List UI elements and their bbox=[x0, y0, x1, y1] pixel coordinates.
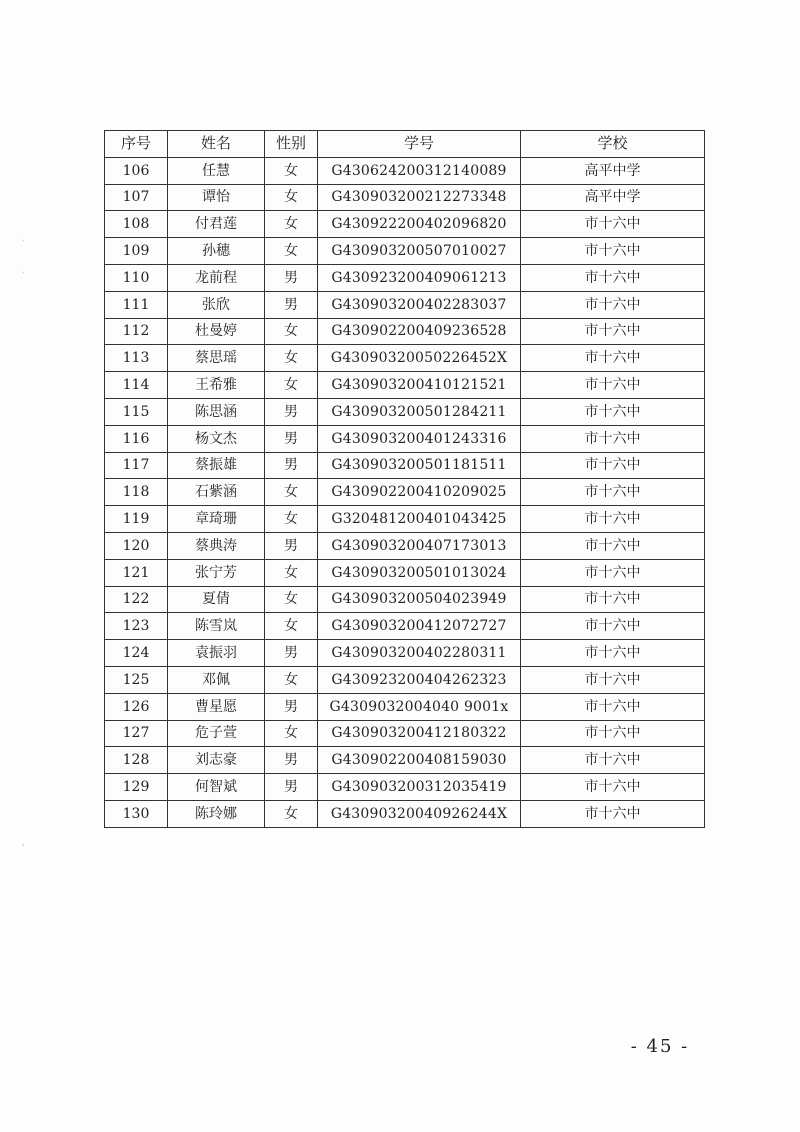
cell-seq: 127 bbox=[105, 720, 168, 747]
cell-seq: 129 bbox=[105, 774, 168, 801]
cell-seq: 107 bbox=[105, 184, 168, 211]
table-row bbox=[105, 184, 705, 211]
cell-student-id: G430903200410121521 bbox=[318, 372, 521, 399]
table-row bbox=[105, 398, 705, 425]
cell-school: 市十六中 bbox=[521, 666, 705, 693]
cell-student-id: G430902200409236528 bbox=[318, 318, 521, 345]
cell-student-id: G430903200412072727 bbox=[318, 613, 521, 640]
cell-seq: 121 bbox=[105, 559, 168, 586]
cell-seq: 125 bbox=[105, 666, 168, 693]
cell-student-id: G430903200312035419 bbox=[318, 774, 521, 801]
cell-name: 杨文杰 bbox=[168, 425, 265, 452]
cell-gender: 男 bbox=[265, 693, 318, 720]
table-row bbox=[105, 479, 705, 506]
cell-gender: 女 bbox=[265, 372, 318, 399]
cell-gender: 女 bbox=[265, 720, 318, 747]
cell-school: 市十六中 bbox=[521, 800, 705, 827]
cell-seq: 126 bbox=[105, 693, 168, 720]
cell-gender: 男 bbox=[265, 532, 318, 559]
cell-name: 谭怡 bbox=[168, 184, 265, 211]
cell-seq: 128 bbox=[105, 747, 168, 774]
scan-speck: ˌ bbox=[22, 838, 25, 847]
header-name: 姓名 bbox=[168, 131, 265, 158]
cell-gender: 男 bbox=[265, 452, 318, 479]
cell-name: 杜曼婷 bbox=[168, 318, 265, 345]
cell-gender: 男 bbox=[265, 291, 318, 318]
table-row bbox=[105, 425, 705, 452]
table-row bbox=[105, 238, 705, 265]
cell-school: 市十六中 bbox=[521, 613, 705, 640]
cell-seq: 122 bbox=[105, 586, 168, 613]
cell-seq: 113 bbox=[105, 345, 168, 372]
cell-student-id: G430903200501181511 bbox=[318, 452, 521, 479]
cell-student-id: G430903200412180322 bbox=[318, 720, 521, 747]
table-row bbox=[105, 693, 705, 720]
cell-name: 危子萱 bbox=[168, 720, 265, 747]
cell-name: 龙前程 bbox=[168, 264, 265, 291]
cell-school: 高平中学 bbox=[521, 157, 705, 184]
cell-student-id: G430903200507010027 bbox=[318, 238, 521, 265]
scan-speck: ˎ bbox=[22, 232, 25, 241]
cell-gender: 女 bbox=[265, 345, 318, 372]
cell-student-id: G430903200501284211 bbox=[318, 398, 521, 425]
cell-gender: 男 bbox=[265, 425, 318, 452]
cell-school: 市十六中 bbox=[521, 425, 705, 452]
cell-gender: 女 bbox=[265, 506, 318, 533]
cell-seq: 124 bbox=[105, 640, 168, 667]
header-gender: 性别 bbox=[265, 131, 318, 158]
cell-school: 市十六中 bbox=[521, 264, 705, 291]
header-school: 学校 bbox=[521, 131, 705, 158]
cell-name: 任慧 bbox=[168, 157, 265, 184]
table-row bbox=[105, 586, 705, 613]
cell-student-id: G430923200404262323 bbox=[318, 666, 521, 693]
cell-seq: 123 bbox=[105, 613, 168, 640]
cell-student-id: G43090320040926244X bbox=[318, 800, 521, 827]
cell-gender: 女 bbox=[265, 184, 318, 211]
cell-gender: 女 bbox=[265, 211, 318, 238]
cell-student-id: G320481200401043425 bbox=[318, 506, 521, 533]
table-row bbox=[105, 506, 705, 533]
cell-name: 陈雪岚 bbox=[168, 613, 265, 640]
cell-gender: 女 bbox=[265, 666, 318, 693]
cell-name: 蔡典涛 bbox=[168, 532, 265, 559]
cell-student-id: G430902200408159030 bbox=[318, 747, 521, 774]
cell-gender: 女 bbox=[265, 586, 318, 613]
cell-school: 市十六中 bbox=[521, 506, 705, 533]
cell-name: 蔡思瑶 bbox=[168, 345, 265, 372]
cell-gender: 女 bbox=[265, 559, 318, 586]
cell-seq: 120 bbox=[105, 532, 168, 559]
cell-seq: 118 bbox=[105, 479, 168, 506]
table-row bbox=[105, 532, 705, 559]
cell-seq: 110 bbox=[105, 264, 168, 291]
cell-student-id: G430923200409061213 bbox=[318, 264, 521, 291]
cell-school: 市十六中 bbox=[521, 372, 705, 399]
cell-name: 陈思涵 bbox=[168, 398, 265, 425]
page-number: - 45 - bbox=[630, 1036, 690, 1057]
cell-name: 王希雅 bbox=[168, 372, 265, 399]
cell-name: 石紫涵 bbox=[168, 479, 265, 506]
cell-school: 市十六中 bbox=[521, 318, 705, 345]
cell-name: 张宁芳 bbox=[168, 559, 265, 586]
table-row bbox=[105, 666, 705, 693]
cell-gender: 女 bbox=[265, 238, 318, 265]
cell-school: 市十六中 bbox=[521, 238, 705, 265]
header-row bbox=[105, 131, 705, 158]
cell-school: 市十六中 bbox=[521, 211, 705, 238]
cell-school: 高平中学 bbox=[521, 184, 705, 211]
cell-name: 袁振羽 bbox=[168, 640, 265, 667]
table-body bbox=[105, 157, 705, 827]
cell-seq: 111 bbox=[105, 291, 168, 318]
cell-name: 陈玲娜 bbox=[168, 800, 265, 827]
table-row bbox=[105, 345, 705, 372]
table-row bbox=[105, 747, 705, 774]
cell-name: 曹星愿 bbox=[168, 693, 265, 720]
cell-school: 市十六中 bbox=[521, 720, 705, 747]
cell-school: 市十六中 bbox=[521, 693, 705, 720]
cell-school: 市十六中 bbox=[521, 398, 705, 425]
cell-gender: 女 bbox=[265, 800, 318, 827]
cell-student-id: G430903200501013024 bbox=[318, 559, 521, 586]
cell-seq: 130 bbox=[105, 800, 168, 827]
cell-name: 章琦珊 bbox=[168, 506, 265, 533]
cell-school: 市十六中 bbox=[521, 747, 705, 774]
table-row bbox=[105, 211, 705, 238]
cell-school: 市十六中 bbox=[521, 479, 705, 506]
cell-school: 市十六中 bbox=[521, 774, 705, 801]
cell-seq: 117 bbox=[105, 452, 168, 479]
cell-gender: 女 bbox=[265, 613, 318, 640]
cell-seq: 119 bbox=[105, 506, 168, 533]
cell-gender: 男 bbox=[265, 747, 318, 774]
student-roster-table bbox=[104, 130, 705, 828]
cell-school: 市十六中 bbox=[521, 452, 705, 479]
table-row bbox=[105, 800, 705, 827]
cell-name: 付君莲 bbox=[168, 211, 265, 238]
cell-seq: 115 bbox=[105, 398, 168, 425]
cell-student-id: G430903200212273348 bbox=[318, 184, 521, 211]
table-row bbox=[105, 264, 705, 291]
cell-gender: 男 bbox=[265, 264, 318, 291]
cell-student-id: G430922200402096820 bbox=[318, 211, 521, 238]
cell-gender: 男 bbox=[265, 640, 318, 667]
cell-student-id: G430903200402283037 bbox=[318, 291, 521, 318]
table-row bbox=[105, 157, 705, 184]
cell-name: 张欣 bbox=[168, 291, 265, 318]
cell-school: 市十六中 bbox=[521, 640, 705, 667]
cell-student-id: G43090320050226452X bbox=[318, 345, 521, 372]
cell-name: 蔡振雄 bbox=[168, 452, 265, 479]
cell-school: 市十六中 bbox=[521, 532, 705, 559]
cell-seq: 112 bbox=[105, 318, 168, 345]
cell-student-id: G430903200402280311 bbox=[318, 640, 521, 667]
table-row bbox=[105, 640, 705, 667]
header-seq: 序号 bbox=[105, 131, 168, 158]
cell-student-id: G4309032004040 9001x bbox=[318, 693, 521, 720]
table-row bbox=[105, 613, 705, 640]
table-row bbox=[105, 774, 705, 801]
cell-name: 夏倩 bbox=[168, 586, 265, 613]
cell-name: 孙穗 bbox=[168, 238, 265, 265]
cell-seq: 114 bbox=[105, 372, 168, 399]
cell-student-id: G430624200312140089 bbox=[318, 157, 521, 184]
cell-student-id: G430903200401243316 bbox=[318, 425, 521, 452]
cell-name: 邓佩 bbox=[168, 666, 265, 693]
table-row bbox=[105, 559, 705, 586]
cell-school: 市十六中 bbox=[521, 291, 705, 318]
table-row bbox=[105, 720, 705, 747]
cell-gender: 男 bbox=[265, 774, 318, 801]
cell-gender: 男 bbox=[265, 398, 318, 425]
table-row bbox=[105, 372, 705, 399]
cell-school: 市十六中 bbox=[521, 345, 705, 372]
table-header bbox=[105, 131, 705, 158]
cell-school: 市十六中 bbox=[521, 586, 705, 613]
cell-student-id: G430903200407173013 bbox=[318, 532, 521, 559]
table-row bbox=[105, 318, 705, 345]
cell-seq: 108 bbox=[105, 211, 168, 238]
cell-name: 刘志豪 bbox=[168, 747, 265, 774]
cell-gender: 女 bbox=[265, 479, 318, 506]
cell-name: 何智斌 bbox=[168, 774, 265, 801]
cell-student-id: G430902200410209025 bbox=[318, 479, 521, 506]
table-row bbox=[105, 291, 705, 318]
cell-seq: 109 bbox=[105, 238, 168, 265]
cell-student-id: G430903200504023949 bbox=[318, 586, 521, 613]
cell-seq: 116 bbox=[105, 425, 168, 452]
header-student-id: 学号 bbox=[318, 131, 521, 158]
cell-seq: 106 bbox=[105, 157, 168, 184]
cell-gender: 女 bbox=[265, 318, 318, 345]
cell-school: 市十六中 bbox=[521, 559, 705, 586]
cell-gender: 女 bbox=[265, 157, 318, 184]
table-row bbox=[105, 452, 705, 479]
scan-speck: ˏ bbox=[22, 264, 25, 273]
